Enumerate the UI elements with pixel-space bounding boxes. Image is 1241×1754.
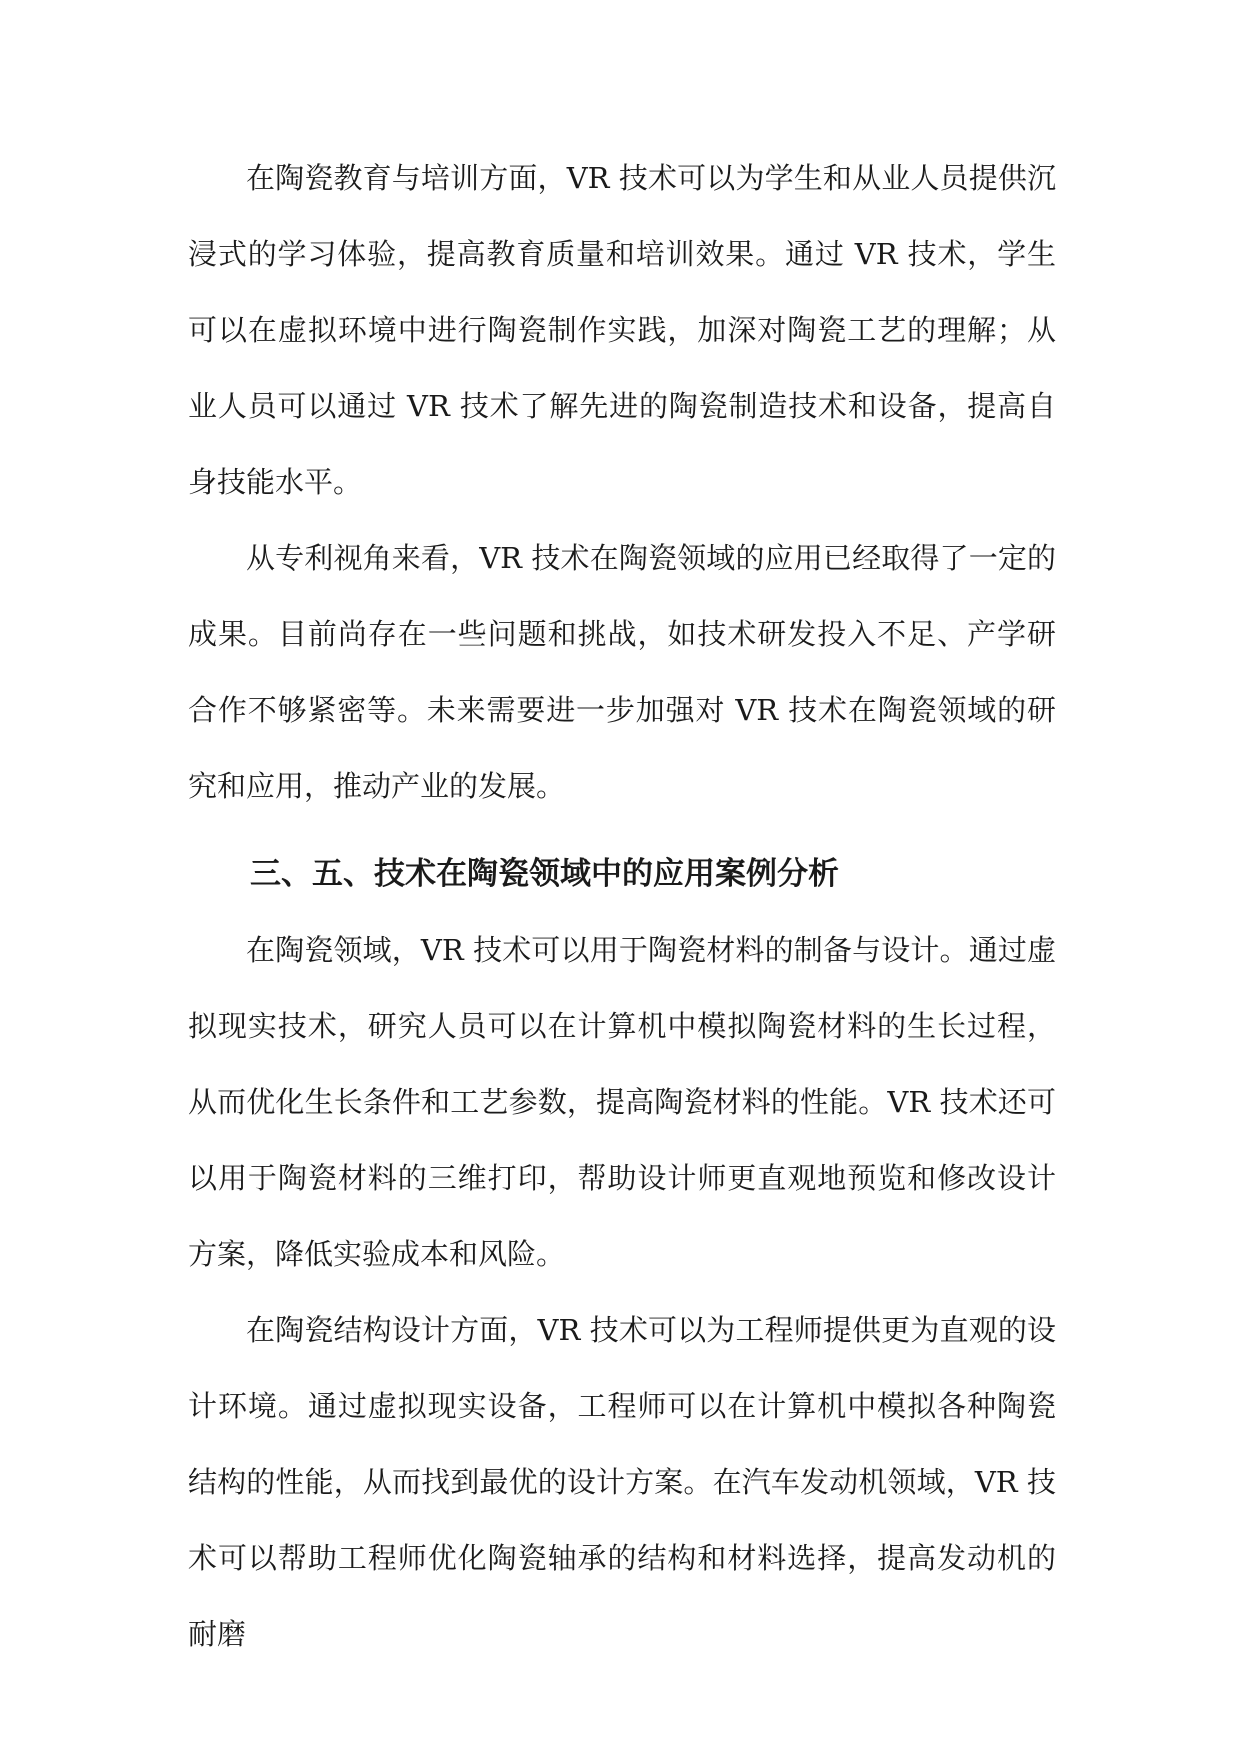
document-page	[188, 140, 1056, 1672]
section-heading: 三、五、技术在陶瓷领域中的应用案例分析	[250, 856, 839, 892]
paragraph-structure-design: 在陶瓷结构设计方面，VR 技术可以为工程师提供更为直观的设计环境。通过虚拟现实设备，工程师可以在计算机中模拟各种陶瓷结构的性能，从而找到最优的设计方案。在汽车发动机领域，VR 技术可以帮助工程师优化陶瓷轴承的结构和材料选择，提高发动机的耐磨	[188, 1313, 1056, 1651]
paragraph-material-design: 在陶瓷领域，VR 技术可以用于陶瓷材料的制备与设计。通过虚拟现实技术，研究人员可以在计算机中模拟陶瓷材料的生长过程，从而优化生长条件和工艺参数，提高陶瓷材料的性能。VR 技术还可以用于陶瓷材料的三维打印，帮助设计师更直观地预览和修改设计方案，降低实验成本和风险。	[188, 933, 1056, 1271]
paragraph-patent-perspective: 从专利视角来看，VR 技术在陶瓷领域的应用已经取得了一定的成果。目前尚存在一些问题和挑战，如技术研发投入不足、产学研合作不够紧密等。未来需要进一步加强对 VR 技术在陶瓷领域的研究和应用，推动产业的发展。	[188, 541, 1056, 803]
paragraph-education: 在陶瓷教育与培训方面，VR 技术可以为学生和从业人员提供沉浸式的学习体验，提高教育质量和培训效果。通过 VR 技术，学生可以在虚拟环境中进行陶瓷制作实践，加深对陶瓷工艺的理解；从业人员可以通过 VR 技术了解先进的陶瓷制造技术和设备，提高自身技能水平。	[188, 161, 1056, 499]
